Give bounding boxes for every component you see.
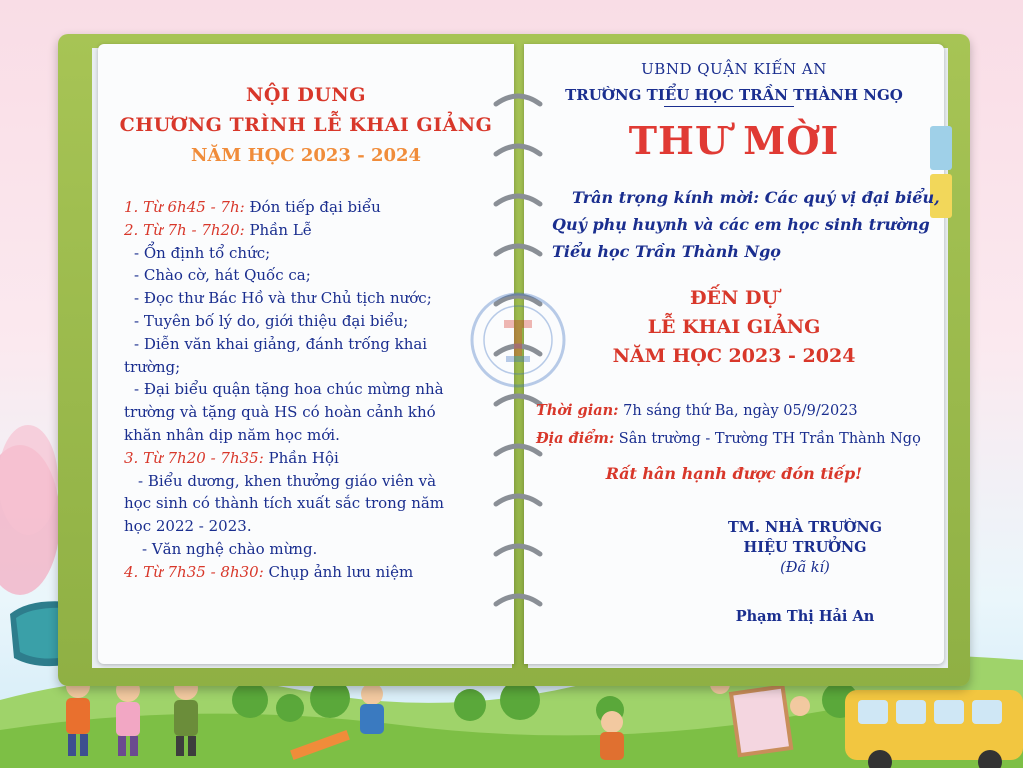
event-title: [524, 284, 944, 371]
agenda-item: - Diễn văn khai giảng, đánh trống khai: [134, 334, 428, 353]
invite-line: Tiểu học Trần Thành Ngọ: [552, 242, 781, 261]
welcome-text: Rất hân hạnh được đón tiếp!: [605, 464, 863, 483]
signed-note: (Đã kí): [780, 560, 830, 576]
agenda-item: học sinh có thành tích xuất sắc trong năm: [124, 494, 445, 513]
agenda-item: - Chào cờ, hát Quốc ca;: [134, 266, 311, 285]
agenda-item: - Ổn định tổ chức;: [134, 243, 271, 262]
place-label: Địa điểm:: [536, 430, 615, 447]
agenda-list: [124, 196, 444, 584]
left-title-line2: CHƯƠNG TRÌNH LỄ KHAI GIẢNG: [119, 114, 493, 136]
authority-name: UBND QUẬN KIẾN AN: [641, 60, 827, 78]
event-line: NĂM HỌC 2023 - 2024: [612, 345, 856, 367]
agenda-item: 3. Từ 7h20 - 7h35: Phần Hội: [124, 448, 339, 467]
agenda-item: - Đọc thư Bác Hồ và thư Chủ tịch nước;: [134, 289, 432, 308]
event-time: [536, 402, 858, 419]
agenda-item: 2. Từ 7h - 7h20: Phần Lễ: [124, 220, 313, 239]
school-bus-icon: [845, 690, 1023, 768]
place-value: Sân trường - Trường TH Trần Thành Ngọ: [614, 431, 921, 447]
event-place: [536, 430, 921, 447]
signature-block: [690, 518, 920, 578]
invitation-text: [552, 184, 940, 265]
time-value: 7h sáng thứ Ba, ngày 05/9/2023: [618, 403, 858, 419]
event-line: ĐẾN DỰ: [689, 287, 779, 309]
school-name: TRƯỜNG TIỂU HỌC TRẦN THÀNH NGỌ: [565, 86, 903, 104]
agenda-item: khăn nhân dịp năm học mới.: [124, 425, 340, 444]
agenda-item: - Biểu dương, khen thưởng giáo viên và: [138, 471, 437, 490]
agenda-item: học 2022 - 2023.: [124, 517, 252, 536]
agenda-item: trường và tặng quà HS có hoàn cảnh khó: [124, 403, 436, 422]
signer-name: Phạm Thị Hải An: [735, 608, 875, 625]
event-line: LỄ KHAI GIẢNG: [647, 316, 821, 338]
school-name-underline: [664, 106, 794, 107]
invite-line: Quý phụ huynh và các em học sinh trường: [552, 215, 930, 234]
left-title-line1: NỘI DUNG: [245, 84, 367, 106]
agenda-item: - Đại biểu quận tặng hoa chúc mừng nhà: [134, 380, 444, 399]
agenda-item: - Văn nghệ chào mừng.: [142, 539, 318, 558]
agenda-item: 1. Từ 6h45 - 7h: Đón tiếp đại biểu: [124, 198, 381, 216]
invite-line: Trân trọng kính mời: Các quý vị đại biểu,: [572, 188, 940, 207]
agenda-item: trường;: [124, 357, 181, 376]
sign-title: HIỆU TRƯỞNG: [743, 539, 867, 556]
time-label: Thời gian:: [536, 402, 619, 419]
agenda-item: - Tuyên bố lý do, giới thiệu đại biểu;: [134, 311, 409, 330]
agenda-item: 4. Từ 7h35 - 8h30: Chụp ảnh lưu niệm: [124, 562, 414, 581]
left-school-year: NĂM HỌC 2023 - 2024: [190, 145, 422, 166]
invitation-heading: THƯ MỜI: [628, 118, 840, 163]
sign-org: TM. NHÀ TRƯỜNG: [728, 519, 882, 536]
